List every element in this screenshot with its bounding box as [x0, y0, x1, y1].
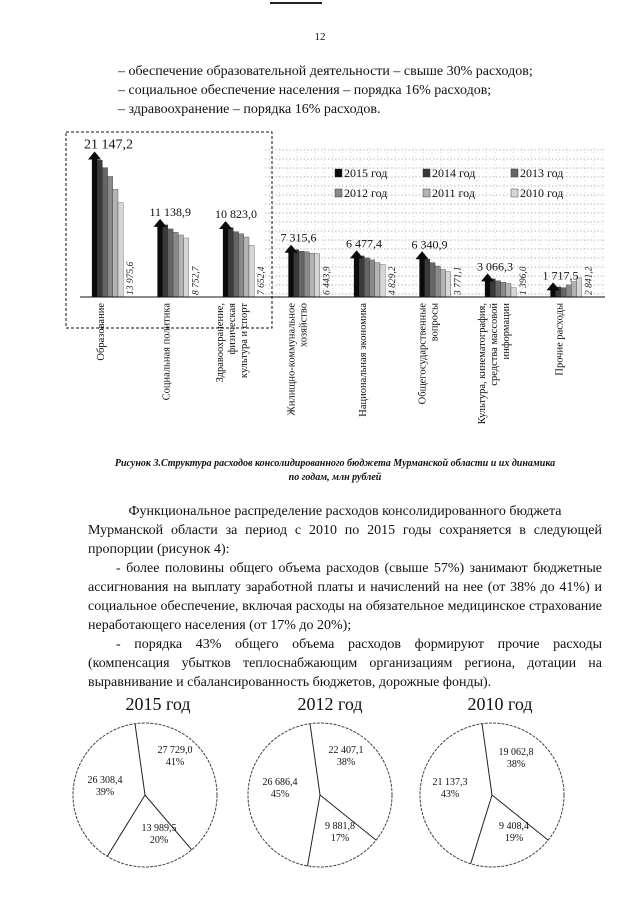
bar-value-label: 21 147,2: [84, 137, 133, 153]
bar-value-label: 6 340,9: [411, 237, 448, 252]
bar: [249, 245, 254, 297]
paragraph-line: Функциональное распределение расходов консолидированного бюджета: [128, 504, 562, 519]
bar: [108, 176, 113, 297]
bar-value-label-2010: 1 396,0: [519, 266, 530, 295]
bar: [244, 237, 249, 297]
bar: [173, 232, 178, 297]
bar: [364, 258, 369, 297]
paragraph: Мурманской области за период с 2010 по 2015 годы сохраняется в следующей пропорции (рисунок 4):: [88, 523, 602, 557]
bar-value-label-2010: 13 975,6: [126, 261, 137, 295]
bar: [501, 282, 506, 297]
pie-slice-value: 19 062,8: [498, 747, 534, 758]
bar-value-label: 11 138,9: [149, 204, 192, 219]
bar: [289, 248, 294, 297]
bar: [420, 254, 425, 297]
bar: [304, 252, 309, 297]
category-label: Прочие расходы: [554, 303, 566, 376]
bar: [223, 224, 228, 297]
category-label: информации: [501, 303, 512, 360]
pie-slice-percent: 39%: [95, 787, 115, 798]
category-label: Социальная политика: [161, 303, 173, 401]
category-label: Здравоохранение,: [215, 303, 226, 383]
bar: [315, 254, 320, 297]
pie-slice-value: 22 407,1: [328, 745, 364, 756]
bar-arrowhead: [350, 250, 363, 258]
figure-caption: [70, 457, 600, 485]
bar: [113, 189, 118, 297]
bar-arrowhead: [481, 273, 494, 281]
bar: [446, 272, 451, 297]
pie-slice-value: 9 881,8: [325, 821, 355, 832]
pie-slice-percent: 45%: [270, 789, 290, 800]
bar: [178, 235, 183, 297]
category-label: физическая: [227, 303, 238, 355]
bar: [118, 203, 123, 297]
category-label: Образование: [96, 303, 107, 361]
category-label: вопросы: [429, 303, 441, 342]
bar: [184, 238, 189, 297]
bar: [370, 260, 375, 297]
bar: [233, 232, 238, 297]
pie-slice-value: 21 137,3: [432, 777, 468, 788]
pie-slice-value: 26 686,4: [262, 777, 298, 788]
bar: [430, 263, 435, 297]
bar: [97, 160, 102, 297]
bar: [309, 253, 314, 297]
bar-value-label-2010: 3 771,1: [453, 266, 464, 295]
legend-label: 2010 год: [520, 186, 564, 200]
category-label: хозяйство: [298, 303, 310, 348]
category-label: Национальная экономика: [358, 303, 369, 417]
pie-slice-percent: 41%: [165, 757, 185, 768]
pie-title: 2010 год: [467, 694, 533, 714]
bar-arrowhead: [154, 219, 167, 227]
top-rule: [270, 2, 322, 4]
bar: [566, 285, 571, 297]
bar: [102, 168, 107, 297]
category-label: Общегосударственные: [417, 303, 429, 405]
page-number: 12: [314, 31, 326, 43]
bar: [354, 253, 359, 297]
bar-value-label: 6 477,4: [346, 236, 382, 251]
bar-value-label-2010: 8 752,7: [191, 266, 202, 295]
pie-charts: [0, 688, 640, 898]
bar-value-label-2010: 6 443,9: [322, 266, 333, 295]
bullet-list: [118, 62, 533, 119]
bar: [158, 222, 163, 297]
bar-arrowhead: [219, 221, 232, 229]
pie-chart: [248, 694, 392, 867]
bar: [294, 250, 299, 297]
bar-value-label: 10 823,0: [215, 207, 257, 222]
bar: [506, 284, 511, 298]
category-label: Жилищно-коммунальное: [286, 303, 298, 416]
caption-line: по годам, млн рублей: [288, 472, 382, 483]
bar: [228, 228, 233, 297]
pie-title: 2012 год: [297, 694, 363, 714]
bar-value-label-2010: 2 841,2: [584, 266, 595, 295]
bar-value-label-2010: 4 829,2: [388, 266, 399, 295]
legend-label: 2012 год: [344, 186, 388, 200]
bar-value-label-2010: 7 652,4: [257, 266, 268, 295]
pie-chart: [73, 694, 217, 867]
legend-label: 2011 год: [432, 186, 475, 200]
legend-label: 2015 год: [344, 166, 388, 180]
legend-label: 2014 год: [432, 166, 476, 180]
bar: [571, 282, 576, 298]
caption-line: Рисунок 3.Структура расходов консолидированного бюджета Мурманской области и их динамика: [114, 458, 556, 469]
pie-slice-value: 13 989,5: [141, 823, 177, 834]
bar: [239, 234, 244, 297]
category-label: Культура, кинематография,: [477, 303, 488, 425]
bar: [561, 288, 566, 297]
legend-label: 2013 год: [520, 166, 564, 180]
bar: [380, 265, 385, 298]
pie-slice-percent: 43%: [440, 789, 460, 800]
bar-value-label: 1 717,5: [542, 268, 579, 283]
paragraph: - более половины общего объема расходов (свыше 57%) занимают бюджетные ассигнования на выплату заработной платы и начислений на нее (от 38% до 41%) и социальное обеспечение, включая расходы на обязательное медицинское страхование неработающего населения (от 17% до 20%);: [88, 561, 602, 633]
bar-value-label: 3 066,3: [477, 259, 513, 274]
bar: [511, 288, 516, 297]
bar-value-label: 7 315,6: [280, 230, 317, 245]
bar: [359, 256, 364, 297]
paragraph: - порядка 43% общего объема расходов формируют прочие расходы (компенсация убытков теплоснабжающим организациям региона, дотации на выравнивание и сбалансированность бюджетов, дорожные фонды).: [88, 637, 602, 690]
bullet-item: – обеспечение образовательной деятельности – свыше 30% расходов;: [118, 64, 533, 79]
bar: [375, 263, 380, 297]
pie-slice-percent: 38%: [336, 757, 356, 768]
pie-slice-value: 26 308,4: [87, 775, 123, 786]
pie-slice-value: 27 729,0: [157, 745, 193, 756]
bar: [163, 225, 168, 297]
bar-arrowhead: [416, 251, 429, 259]
bullet-item: – здравоохранение – порядка 16% расходов.: [118, 102, 381, 117]
bar: [490, 279, 495, 297]
bar-arrowhead: [547, 282, 560, 290]
bar-arrowhead: [88, 151, 101, 159]
bar: [440, 269, 445, 297]
legend-swatch: [423, 169, 430, 177]
pie-slice-percent: 19%: [504, 833, 524, 844]
bar: [435, 266, 440, 297]
legend-swatch: [423, 189, 430, 197]
pie-slice-percent: 17%: [330, 833, 350, 844]
pie-slice-percent: 20%: [149, 835, 169, 846]
pie-slice-percent: 38%: [506, 759, 526, 770]
bullet-item: – социальное обеспечение населения – порядка 16% расходов;: [118, 83, 492, 98]
pie-slice-value: 9 408,4: [499, 821, 529, 832]
category-label: культура и спорт: [239, 303, 250, 379]
bar: [425, 259, 430, 297]
bar: [92, 155, 97, 298]
legend-swatch: [511, 169, 518, 177]
legend-swatch: [335, 189, 342, 197]
bar: [168, 229, 173, 297]
legend-swatch: [511, 189, 518, 197]
chart-legend: [335, 166, 563, 200]
pie-title: 2015 год: [125, 694, 191, 714]
bar: [495, 281, 500, 297]
bar-arrowhead: [285, 245, 298, 253]
legend-swatch: [335, 169, 342, 177]
category-label: средства массовой: [489, 303, 500, 386]
bar: [299, 251, 304, 297]
pie-chart: [420, 694, 564, 867]
bar-chart: [60, 130, 620, 455]
